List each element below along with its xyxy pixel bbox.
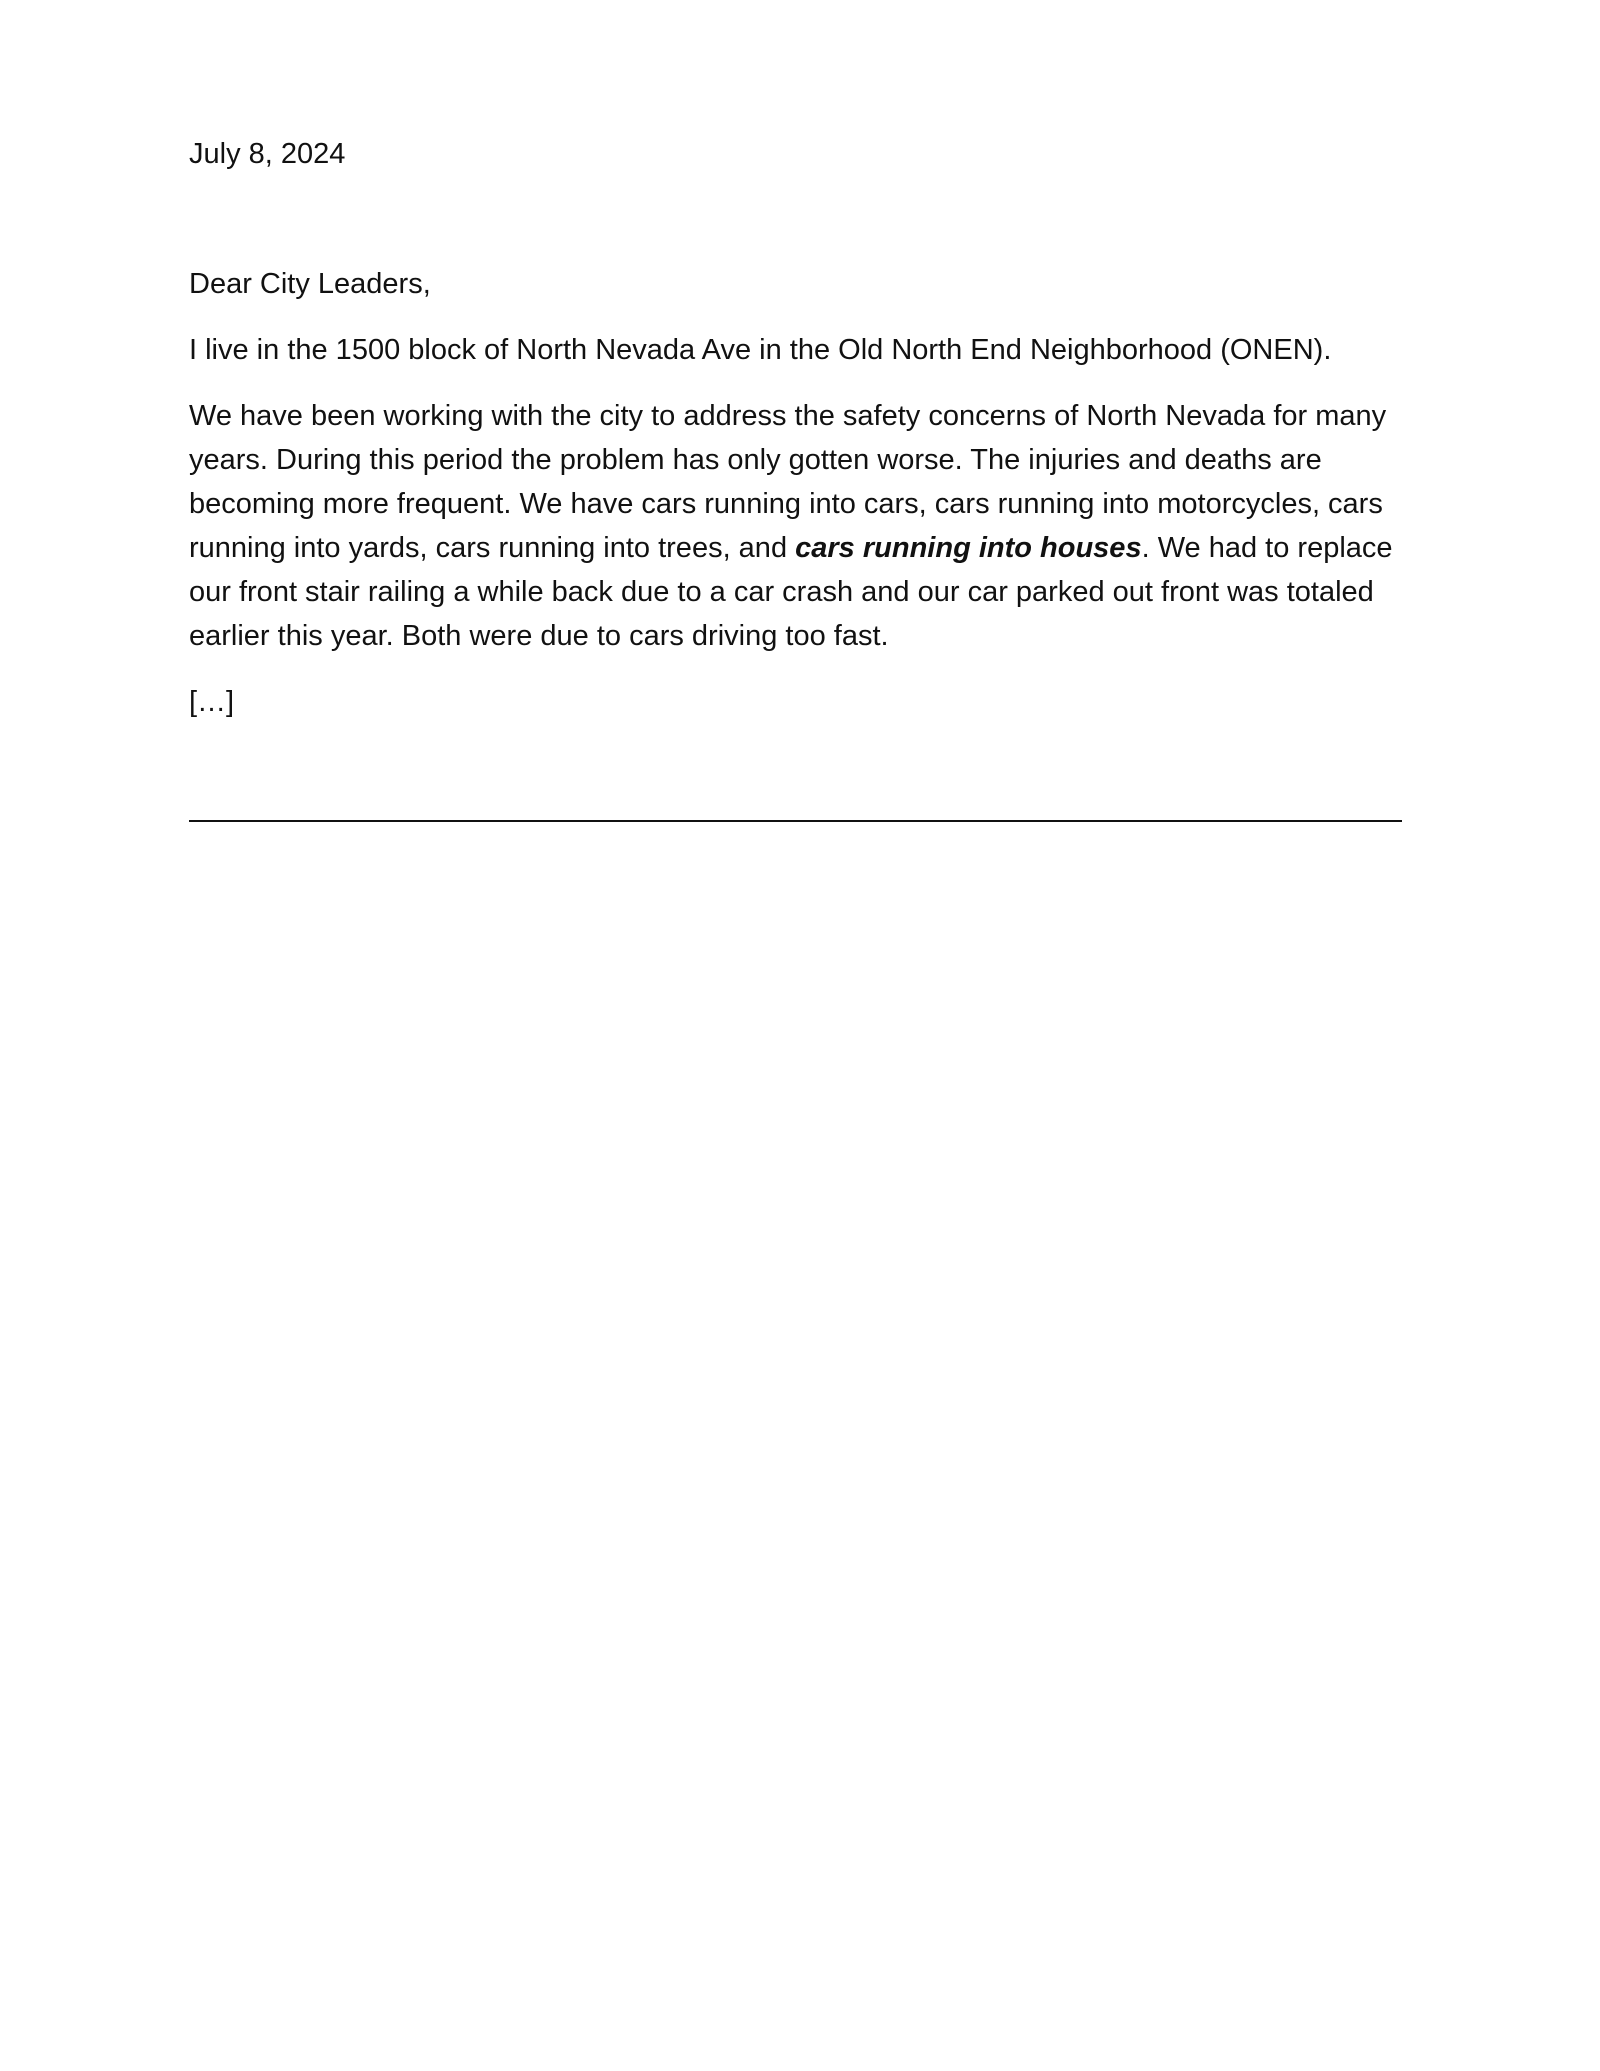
horizontal-divider (189, 820, 1402, 822)
paragraph-text-after: . We had to replace our front stair railing a while back due to a car crash and our car parked out front was totaled earlier this year. Both were due to cars driving too fast. (189, 532, 1393, 652)
paragraph-safety-concerns (189, 394, 1429, 658)
letter-date: July 8, 2024 (189, 138, 346, 170)
paragraph-residence: I live in the 1500 block of North Nevada Ave in the Old North End Neighborhood (ONEN). (189, 334, 1332, 366)
emphasized-text: cars running into houses (795, 532, 1142, 564)
omission-marker: […] (189, 686, 235, 718)
paragraph-text-before: We have been working with the city to address the safety concerns of North Nevada for many years. During this period the problem has only gotten worse. The injuries and deaths are becoming more frequent. We have cars running into cars, cars running into motorcycles, cars running into yards, cars running into trees, and (189, 400, 1387, 564)
salutation: Dear City Leaders, (189, 268, 431, 300)
letter-body (189, 132, 1429, 724)
